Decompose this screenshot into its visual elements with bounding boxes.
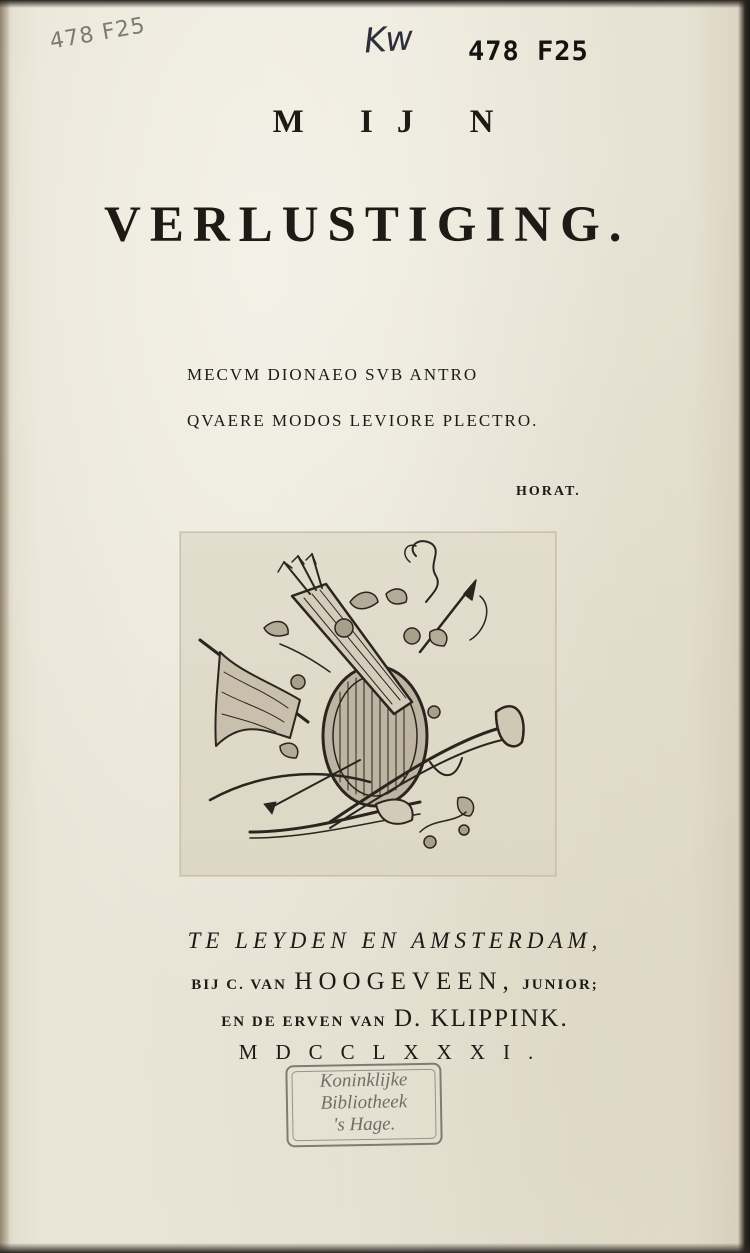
title-line-2: VERLUSTIGING. xyxy=(104,197,631,253)
stamped-shelfmark: 478 F25 xyxy=(468,36,589,67)
imprint-publisher-1-suffix: JUNIOR; xyxy=(522,977,599,993)
page-right-edge xyxy=(738,0,750,1253)
pencil-shelfmark-note: 478 F25 xyxy=(48,13,148,55)
page-bottom-edge xyxy=(0,1243,750,1253)
stamp-line-3: 's Hage. xyxy=(333,1113,396,1136)
imprint-publisher-1 xyxy=(0,968,750,996)
title-line-1: M IJ N xyxy=(272,104,518,140)
page-spine-shadow xyxy=(0,0,10,1253)
library-ownership-stamp xyxy=(285,1063,442,1148)
imprint-publisher-2 xyxy=(0,1005,750,1033)
page-top-edge xyxy=(0,0,750,8)
imprint-place: TE LEYDEN EN AMSTERDAM, xyxy=(187,928,603,953)
imprint-publisher-2-name: D. KLIPPINK. xyxy=(394,1005,569,1032)
imprint-publisher-1-prefix: BIJ C. VAN xyxy=(191,977,287,993)
stamp-line-2: Bibliotheek xyxy=(320,1091,408,1114)
imprint-publisher-1-name: HOOGEVEEN, xyxy=(294,968,515,995)
epigraph-author: HORAT. xyxy=(516,484,581,499)
handwritten-initials: Kw xyxy=(362,18,414,62)
trophy-vignette-icon xyxy=(180,532,556,876)
stamp-line-1: Koninklijke xyxy=(319,1069,408,1092)
epigraph-line-1: MECVM DIONAEO SVB ANTRO xyxy=(187,365,479,384)
imprint-year: MDCCLXXXI. xyxy=(238,1040,552,1064)
engraved-vignette-plate xyxy=(180,532,556,876)
imprint-publisher-2-prefix: EN DE ERVEN VAN xyxy=(221,1014,387,1030)
epigraph-line-2: QVAERE MODOS LEVIORE PLECTRO. xyxy=(187,411,539,430)
